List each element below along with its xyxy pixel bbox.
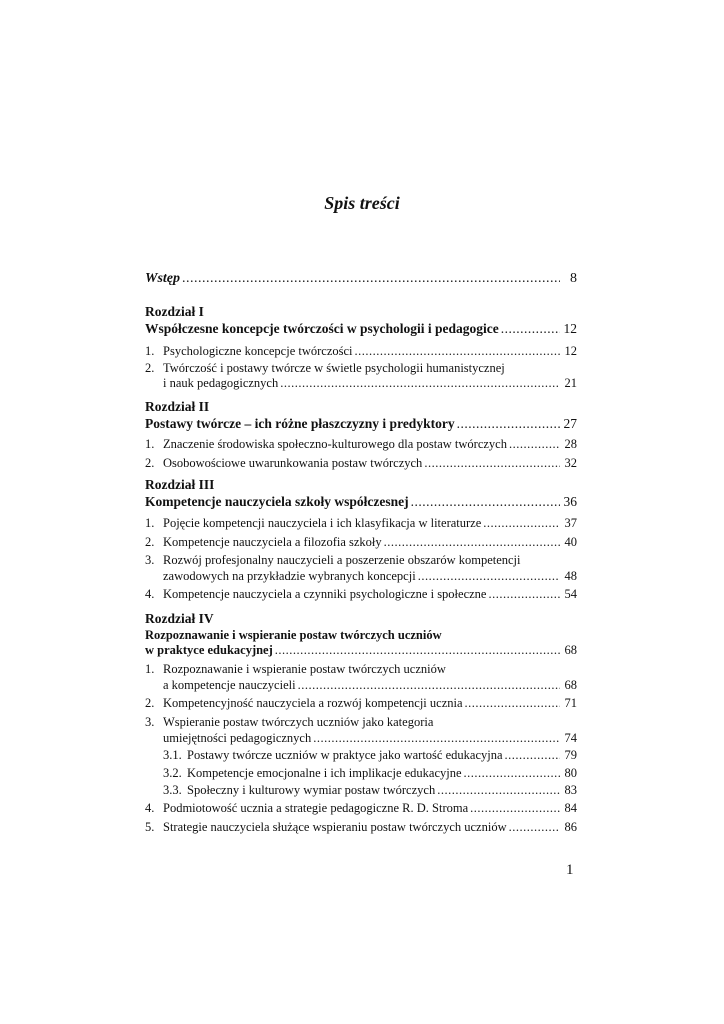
toc-entry-number: 2. xyxy=(145,535,155,549)
toc-entry-label: Postawy twórcze uczniów w praktyce jako wartość edukacyjna xyxy=(187,748,503,762)
toc-subentry[interactable] xyxy=(163,766,577,780)
toc-entry-number: 2. xyxy=(145,696,155,710)
toc-entry-label: Kompetencje nauczyciela a filozofia szkoły xyxy=(163,535,382,549)
toc-subentry[interactable] xyxy=(163,748,577,762)
toc-subentry[interactable] xyxy=(163,783,577,797)
leader-dots xyxy=(465,696,560,710)
toc-entry-number: 3.1. xyxy=(163,748,182,762)
chapter-title-entry[interactable] xyxy=(145,495,577,509)
toc-entry-label: Strategie nauczyciela służące wspieraniu postaw twórczych uczniów xyxy=(163,820,507,834)
toc-page-number: 80 xyxy=(564,766,577,780)
chapter-title: Współczesne koncepcje twórczości w psychologii i pedagogice xyxy=(145,321,499,336)
leader-dots xyxy=(457,417,560,431)
toc-entry-label[interactable]: Twórczość i postawy twórcze w świetle psychologii humanistycznej xyxy=(163,361,505,375)
toc-entry-label: i nauk pedagogicznych xyxy=(163,376,279,390)
toc-page-number: 8 xyxy=(570,271,577,286)
toc-entry-number: 5. xyxy=(145,820,155,834)
chapter-title: Kompetencje nauczyciela szkoły współczesnej xyxy=(145,494,409,509)
toc-entry-intro[interactable] xyxy=(145,272,577,286)
toc-page-number: 68 xyxy=(564,678,577,692)
toc-entry[interactable] xyxy=(145,587,577,601)
toc-page-number: 37 xyxy=(564,516,577,530)
toc-entry-label[interactable]: Rozwój profesjonalny nauczycieli a poszerzenie obszarów kompetencji xyxy=(163,553,521,567)
toc-entry-number: 4. xyxy=(145,801,155,815)
chapter-title: Postawy twórcze – ich różne płaszczyzny i predyktory xyxy=(145,416,455,431)
toc-entry[interactable] xyxy=(145,456,577,470)
chapter-heading: Rozdział III xyxy=(145,477,215,492)
toc-entry-number: 1. xyxy=(145,344,155,358)
toc-entry[interactable] xyxy=(145,516,577,530)
leader-dots xyxy=(313,731,560,745)
leader-dots xyxy=(470,801,560,815)
leader-dots xyxy=(509,820,560,834)
toc-entry-number: 3. xyxy=(145,553,155,567)
toc-entry-number: 3.2. xyxy=(163,766,182,780)
leader-dots xyxy=(424,456,560,470)
leader-dots xyxy=(418,569,560,583)
toc-entry[interactable] xyxy=(145,820,577,834)
chapter-heading: Rozdział IV xyxy=(145,611,214,626)
leader-dots xyxy=(275,643,560,657)
page-number: 1 xyxy=(566,862,574,878)
toc-page-number: 12 xyxy=(563,321,577,336)
toc-entry-label: zawodowych na przykładzie wybranych koncepcji xyxy=(163,569,416,583)
toc-entry-label: a kompetencje nauczycieli xyxy=(163,678,296,692)
toc-entry-label: Społeczny i kulturowy wymiar postaw twórczych xyxy=(187,783,436,797)
toc-entry-label[interactable]: Rozpoznawanie i wspieranie postaw twórczych uczniów xyxy=(163,662,446,676)
leader-dots xyxy=(509,437,560,451)
toc-entry-number: 1. xyxy=(145,437,155,451)
leader-dots xyxy=(464,766,560,780)
toc-entry-number: 1. xyxy=(145,516,155,530)
leader-dots xyxy=(483,516,560,530)
toc-entry-label: Podmiotowość ucznia a strategie pedagogiczne R. D. Stroma xyxy=(163,801,469,815)
toc-page-number: 68 xyxy=(564,643,577,657)
page-title: Spis treści xyxy=(324,193,400,213)
toc-entry[interactable] xyxy=(145,696,577,710)
toc-page-number: 48 xyxy=(564,569,577,583)
toc-entry-continuation[interactable] xyxy=(163,376,577,390)
leader-dots xyxy=(501,322,560,336)
toc-entry[interactable] xyxy=(145,535,577,549)
leader-dots xyxy=(298,678,560,692)
leader-dots xyxy=(505,748,560,762)
leader-dots xyxy=(411,495,560,509)
toc-page-number: 32 xyxy=(564,456,577,470)
toc-page-number: 27 xyxy=(563,416,577,431)
toc-entry-number: 3. xyxy=(145,715,155,729)
toc-entry[interactable] xyxy=(145,801,577,815)
toc-entry-label: Znaczenie środowiska społeczno-kulturowego dla postaw twórczych xyxy=(163,437,507,451)
toc-entry-label: Pojęcie kompetencji nauczyciela i ich klasyfikacja w literaturze xyxy=(163,516,482,530)
toc-page-number: 12 xyxy=(564,344,577,358)
toc-page-number: 54 xyxy=(564,587,577,601)
toc-entry-label: umiejętności pedagogicznych xyxy=(163,731,312,745)
toc-entry-number: 1. xyxy=(145,662,155,676)
chapter-title[interactable]: Rozpoznawanie i wspieranie postaw twórczych uczniów xyxy=(145,628,442,642)
toc-page-number: 79 xyxy=(564,748,577,762)
chapter-title-entry[interactable] xyxy=(145,322,577,336)
toc-page-number: 84 xyxy=(564,801,577,815)
toc-entry-continuation[interactable] xyxy=(163,569,577,583)
toc-page-number: 86 xyxy=(564,820,577,834)
toc-entry-label: Psychologiczne koncepcje twórczości xyxy=(163,344,353,358)
chapter-heading: Rozdział I xyxy=(145,304,204,319)
toc-entry-number: 4. xyxy=(145,587,155,601)
toc-entry-label: Osobowościowe uwarunkowania postaw twórczych xyxy=(163,456,423,470)
leader-dots xyxy=(437,783,560,797)
toc-entry-label: Kompetencje emocjonalne i ich implikacje edukacyjne xyxy=(187,766,462,780)
toc-page-number: 28 xyxy=(564,437,577,451)
toc-entry-label: Wstęp xyxy=(145,271,180,286)
toc-page-number: 83 xyxy=(564,783,577,797)
leader-dots xyxy=(355,344,560,358)
toc-entry-number: 3.3. xyxy=(163,783,182,797)
toc-entry-label: Kompetencyjność nauczyciela a rozwój kompetencji ucznia xyxy=(163,696,463,710)
toc-page-number: 71 xyxy=(564,696,577,710)
toc-entry-label: Kompetencje nauczyciela a czynniki psychologiczne i społeczne xyxy=(163,587,487,601)
leader-dots xyxy=(182,272,560,286)
toc-page-number: 36 xyxy=(563,494,577,509)
chapter-heading: Rozdział II xyxy=(145,399,210,414)
toc-entry[interactable] xyxy=(145,437,577,451)
toc-entry[interactable] xyxy=(145,344,577,358)
toc-page-number: 40 xyxy=(564,535,577,549)
toc-entry-number: 2. xyxy=(145,361,155,375)
toc-page-number: 74 xyxy=(564,731,577,745)
toc-entry-number: 2. xyxy=(145,456,155,470)
chapter-title-entry[interactable] xyxy=(145,643,577,657)
toc-entry-label[interactable]: Wspieranie postaw twórczych uczniów jako kategoria xyxy=(163,715,434,729)
chapter-title-entry[interactable] xyxy=(145,417,577,431)
leader-dots xyxy=(280,376,560,390)
chapter-title: w praktyce edukacyjnej xyxy=(145,643,273,657)
toc-entry-continuation[interactable] xyxy=(163,731,577,745)
toc-entry-continuation[interactable] xyxy=(163,678,577,692)
toc-page-number: 21 xyxy=(564,376,577,390)
leader-dots xyxy=(488,587,560,601)
leader-dots xyxy=(384,535,560,549)
